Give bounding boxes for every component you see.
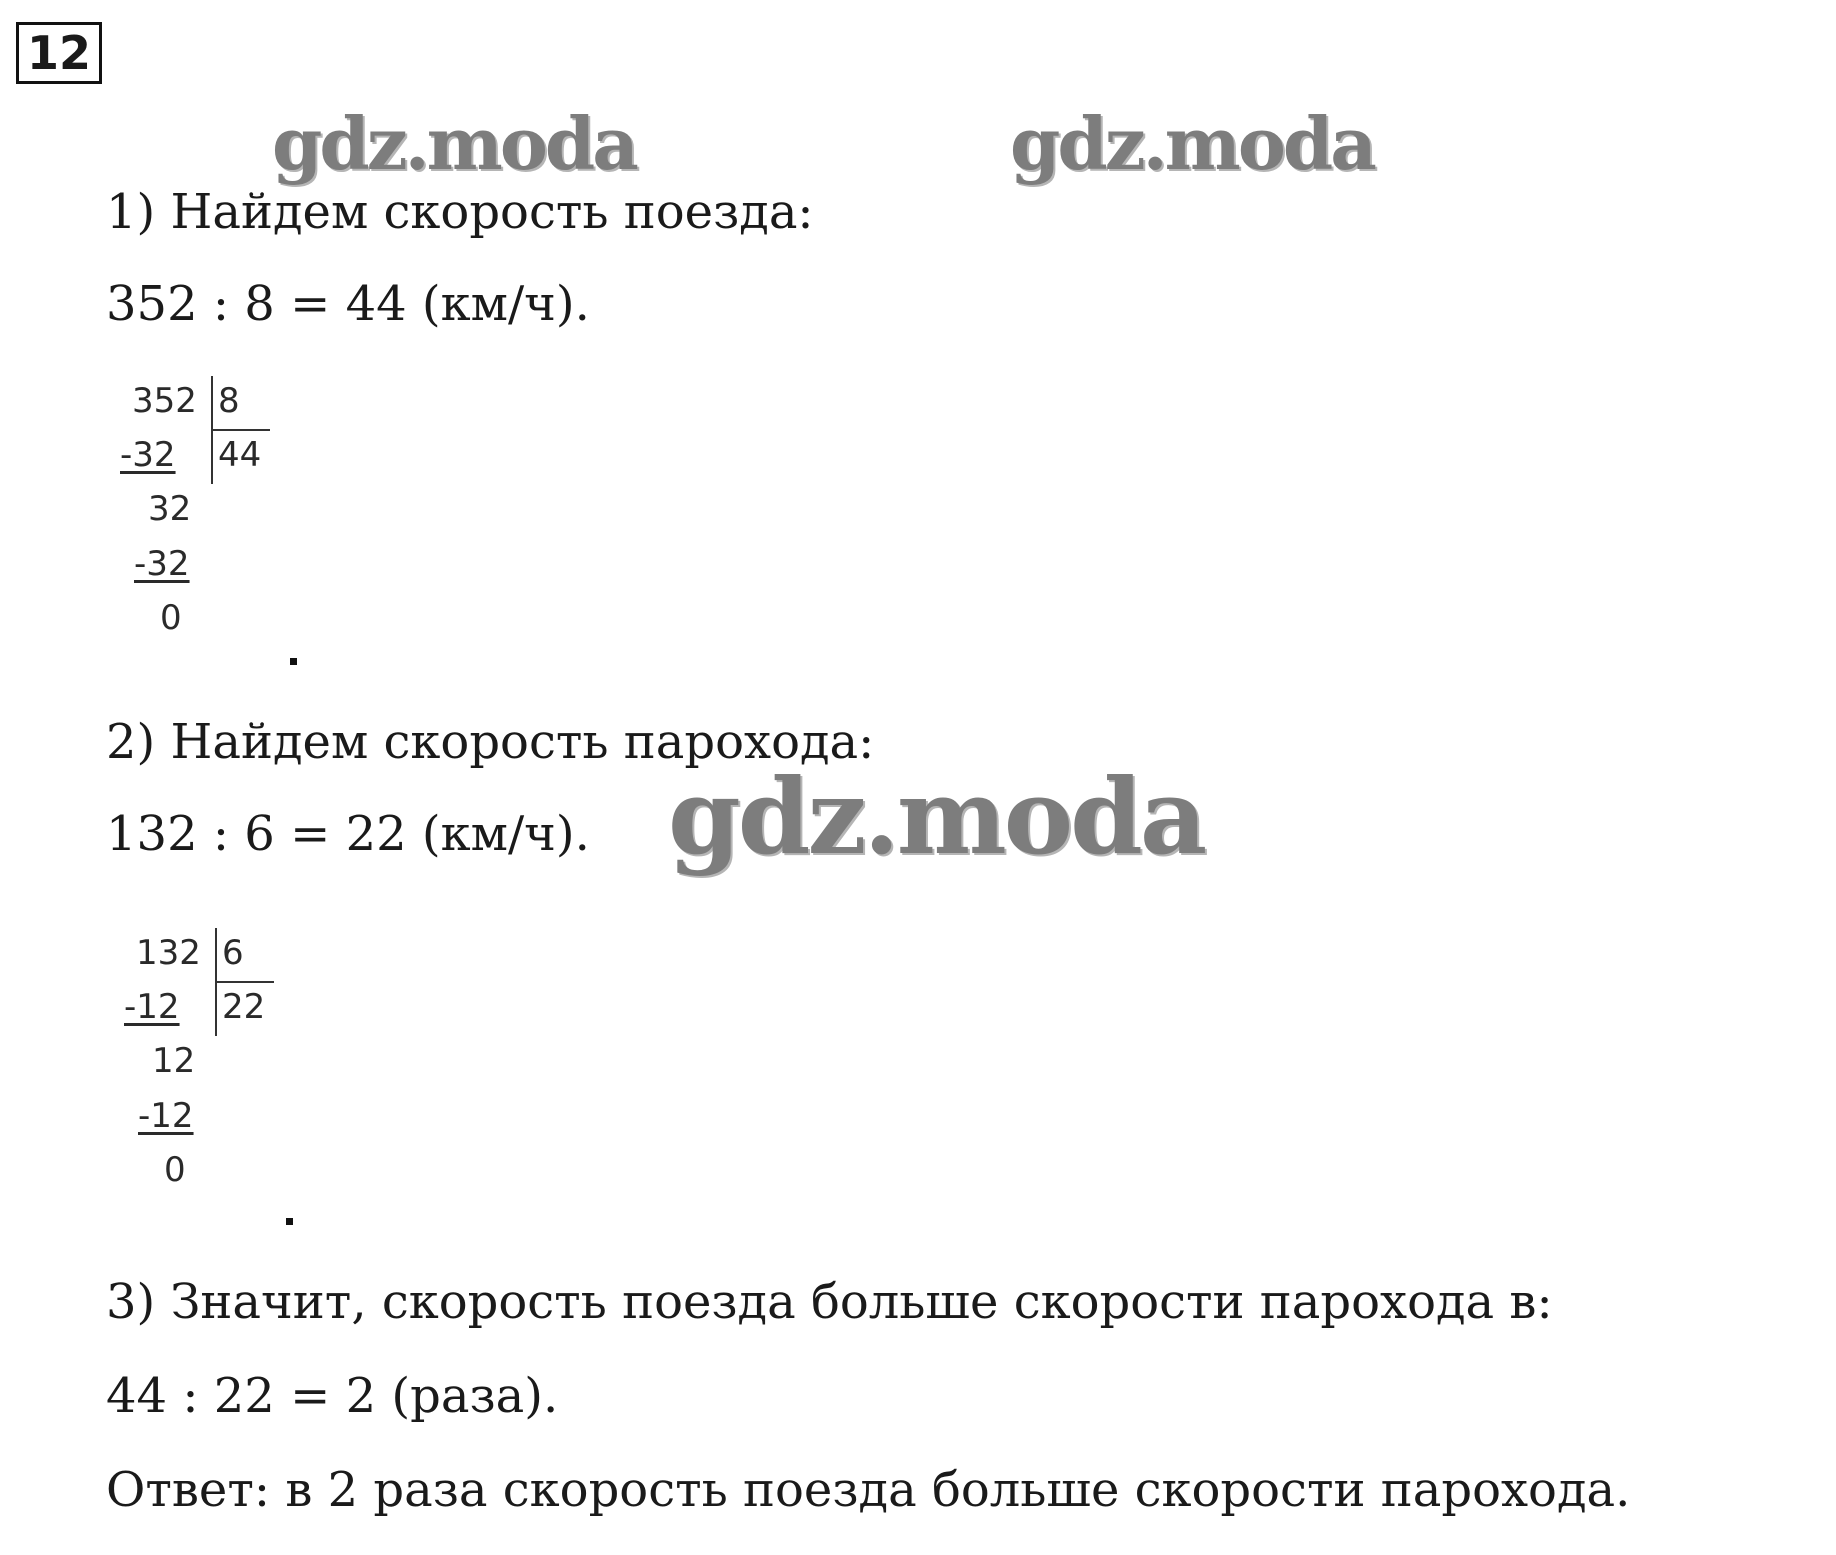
- dot: [290, 658, 297, 665]
- dot: [286, 1218, 293, 1225]
- remainder-1: 12: [152, 1041, 196, 1081]
- quotient: 44: [218, 435, 262, 475]
- watermark-left: gdz.moda: [272, 101, 636, 186]
- step-1-heading: 1) Найдем скорость поезда:: [106, 184, 814, 240]
- answer: Ответ: в 2 раза скорость поезда больше скорости парохода.: [106, 1462, 1631, 1518]
- subtrahend-2: -32: [134, 544, 190, 584]
- task-number: 12: [16, 22, 102, 84]
- remainder-1: 32: [148, 489, 192, 529]
- watermark-center: gdz.moda: [668, 755, 1205, 878]
- dividend: 352: [132, 381, 197, 421]
- step-3-equation: 44 : 22 = 2 (раза).: [106, 1368, 559, 1424]
- division-bar-horizontal: [216, 981, 274, 983]
- subtrahend-1: -32: [120, 435, 176, 475]
- remainder-2: 0: [160, 598, 182, 638]
- step-2-heading: 2) Найдем скорость парохода:: [106, 714, 875, 770]
- subtrahend-1: -12: [124, 987, 180, 1027]
- divisor: 6: [222, 933, 244, 973]
- quotient: 22: [222, 987, 266, 1027]
- step-3-heading: 3) Значит, скорость поезда больше скорости парохода в:: [106, 1274, 1553, 1330]
- step-2-equation: 132 : 6 = 22 (км/ч).: [106, 806, 590, 862]
- division-bar-horizontal: [212, 429, 270, 431]
- step-1-equation: 352 : 8 = 44 (км/ч).: [106, 276, 590, 332]
- subtrahend-2: -12: [138, 1096, 194, 1136]
- watermark-right: gdz.moda: [1010, 101, 1374, 186]
- dividend: 132: [136, 933, 201, 973]
- remainder-2: 0: [164, 1150, 186, 1190]
- divisor: 8: [218, 381, 240, 421]
